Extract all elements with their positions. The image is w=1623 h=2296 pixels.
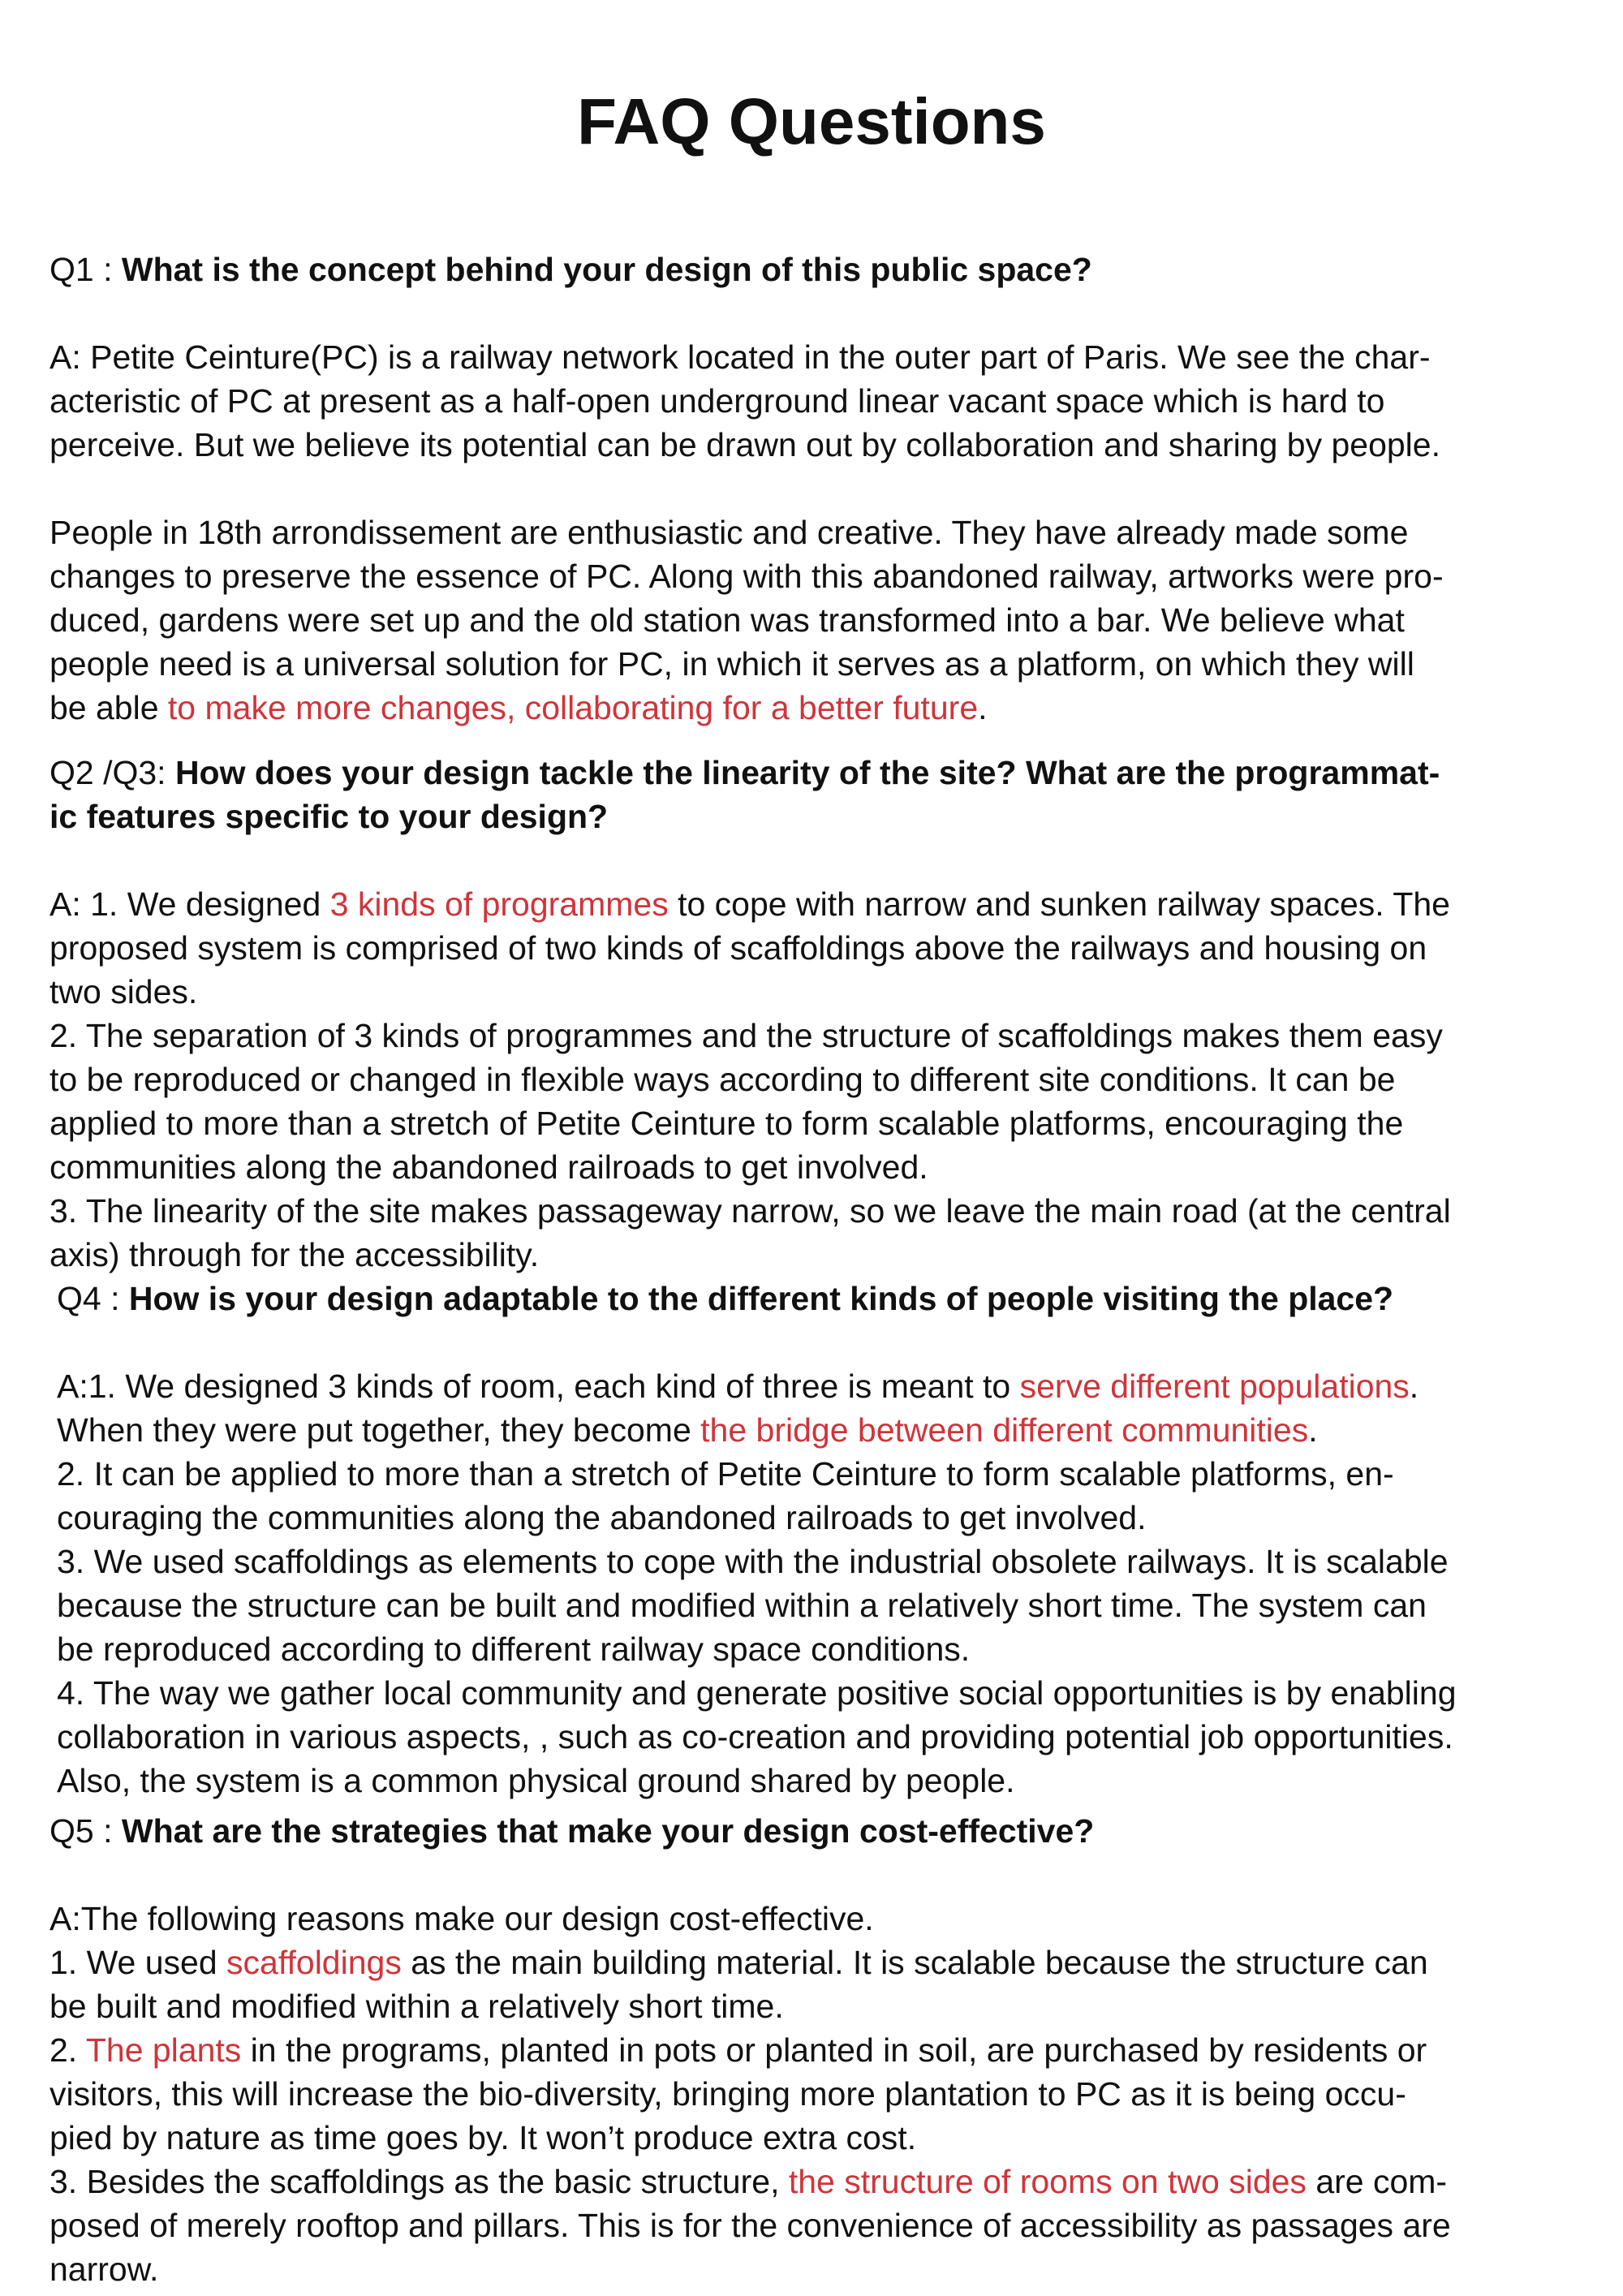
q4-heading <box>57 1277 1393 1320</box>
q4-answer-line: 4. The way we gather local community and generate positive social opportunities is by enabling <box>57 1674 1457 1712</box>
q5-question: What are the strategies that make your design cost-effective? <box>121 1812 1095 1850</box>
q23-answer-line: 3. The linearity of the site makes passageway narrow, so we leave the main road (at the central <box>50 1192 1451 1230</box>
q1-answer-line: changes to preserve the essence of PC. Along with this abandoned railway, artworks were pro- <box>50 558 1444 595</box>
highlight-text: serve different populations <box>1019 1368 1410 1405</box>
highlight-text: to make more changes, collaborating for a better future <box>167 689 979 726</box>
q23-label: Q2 /Q3: <box>50 754 175 791</box>
q23-answer-line: to be reproduced or changed in flexible ways according to different site conditions. It can be <box>50 1061 1396 1098</box>
page-title: FAQ Questions <box>577 85 1046 157</box>
q4-answer-line: be reproduced according to different railway space conditions. <box>57 1630 971 1668</box>
q5-answer-line: posed of merely rooftop and pillars. This is for the convenience of accessibility as passages are <box>50 2207 1451 2244</box>
q4-answer-line: couraging the communities along the abandoned railroads to get involved. <box>57 1499 1147 1536</box>
q4-answer-line: 2. It can be applied to more than a stretch of Petite Ceinture to form scalable platforms, en- <box>57 1455 1394 1493</box>
q5-answer-line: narrow. <box>50 2251 159 2288</box>
q23-answer-line: applied to more than a stretch of Petite Ceinture to form scalable platforms, encouraging the <box>50 1105 1404 1142</box>
q5-label: Q5 : <box>50 1812 122 1850</box>
q5-answer-line: 1. We used scaffoldings as the main building material. It is scalable because the structure can <box>50 1944 1428 1981</box>
q23-answer-line: 2. The separation of 3 kinds of programmes and the structure of scaffoldings makes them easy <box>50 1017 1443 1054</box>
q1-heading <box>50 248 1092 291</box>
q23-answer-line: A: 1. We designed 3 kinds of programmes to cope with narrow and sunken railway spaces. The <box>50 885 1450 923</box>
q23-answer-line: axis) through for the accessibility. <box>50 1236 540 1273</box>
q4-question: How is your design adaptable to the different kinds of people visiting the place? <box>128 1280 1394 1317</box>
q23-question: How does your design tackle the linearity of the site? What are the programmat- <box>174 754 1440 791</box>
q23-answer-line: two sides. <box>50 973 198 1010</box>
q4-answer-line: A:1. We designed 3 kinds of room, each kind of three is meant to serve different populations. <box>57 1368 1419 1405</box>
q5-answer-line: A:The following reasons make our design cost-effective. <box>50 1900 874 1937</box>
q1-answer-line: be able to make more changes, collaborating for a better future. <box>50 689 988 726</box>
q4-label: Q4 : <box>57 1280 129 1317</box>
q1-answer-line: People in 18th arrondissement are enthusiastic and creative. They have already made some <box>50 514 1409 551</box>
highlight-text: scaffoldings <box>226 1944 402 1981</box>
q5-answer-line: visitors, this will increase the bio-diversity, bringing more plantation to PC as it is being occu- <box>50 2075 1406 2113</box>
q4-answer-line: Also, the system is a common physical ground shared by people. <box>57 1762 1015 1799</box>
highlight-text: The plants <box>85 2031 242 2069</box>
q1-question: What is the concept behind your design of this public space? <box>121 251 1092 288</box>
q4-answer-line: When they were put together, they become the bridge between different communities. <box>57 1411 1318 1449</box>
q1-answer-line: A: Petite Ceinture(PC) is a railway network located in the outer part of Paris. We see the char- <box>50 338 1431 376</box>
q1-answer-line: people need is a universal solution for PC, in which it serves as a platform, on which they will <box>50 645 1414 683</box>
q1-answer-line: duced, gardens were set up and the old station was transformed into a bar. We believe what <box>50 601 1405 639</box>
q1-label: Q1 : <box>50 251 122 288</box>
q4-answer-line: because the structure can be built and modified within a relatively short time. The system can <box>57 1587 1427 1624</box>
q5-answer-line: 2. The plants in the programs, planted in pots or planted in soil, are purchased by residents or <box>50 2031 1427 2069</box>
q1-answer-line: perceive. But we believe its potential can be drawn out by collaboration and sharing by people. <box>50 426 1440 463</box>
q5-answer-line: 3. Besides the scaffoldings as the basic structure, the structure of rooms on two sides are com- <box>50 2163 1448 2200</box>
highlight-text: the structure of rooms on two sides <box>788 2163 1307 2200</box>
q23-answer-line: communities along the abandoned railroads to get involved. <box>50 1148 928 1186</box>
q5-heading <box>50 1809 1094 1853</box>
q4-answer-line: 3. We used scaffoldings as elements to cope with the industrial obsolete railways. It is scalable <box>57 1543 1449 1580</box>
q4-answer-line: collaboration in various aspects, , such as co-creation and providing potential job opportunities. <box>57 1718 1453 1755</box>
q23-answer-line: proposed system is comprised of two kinds of scaffoldings above the railways and housing on <box>50 929 1427 967</box>
q23-heading <box>50 751 1440 795</box>
q5-answer-line: pied by nature as time goes by. It won’t produce extra cost. <box>50 2119 917 2156</box>
highlight-text: 3 kinds of programmes <box>329 885 669 923</box>
highlight-text: the bridge between different communities <box>700 1411 1309 1449</box>
q1-answer-line: acteristic of PC at present as a half-open underground linear vacant space which is hard to <box>50 382 1385 420</box>
q23-question-cont: ic features specific to your design? <box>50 798 609 835</box>
q5-answer-line: be built and modified within a relatively short time. <box>50 1988 784 2025</box>
